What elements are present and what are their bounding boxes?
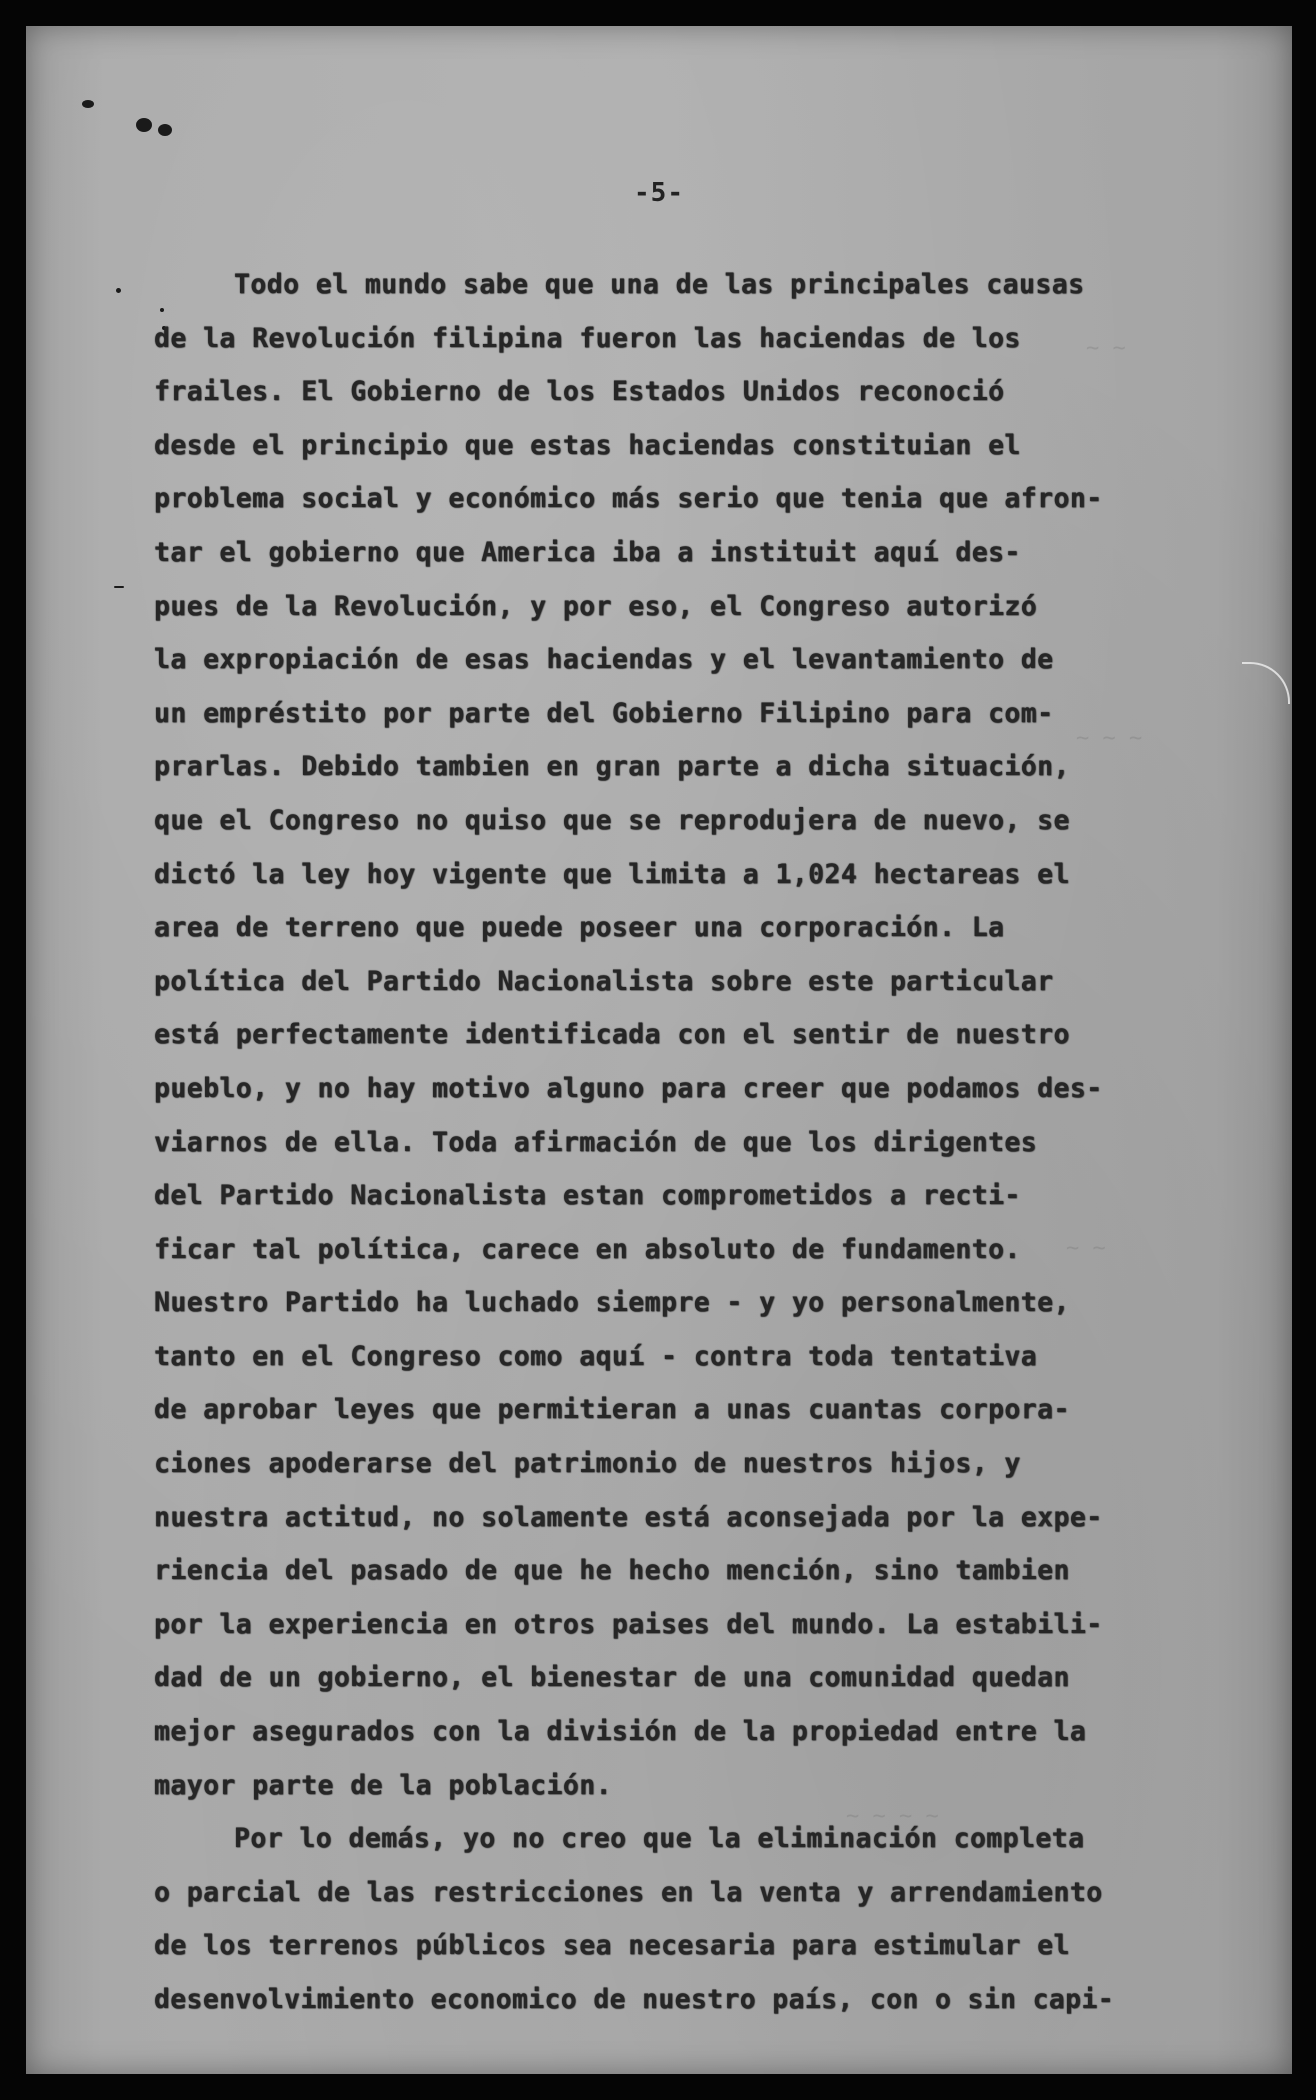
text-line: desenvolvimiento economico de nuestro país, con o sin capi- <box>154 1984 1114 2015</box>
document-page <box>26 26 1292 2074</box>
text-line: Todo el mundo sabe que una de las principales causas <box>234 269 1085 300</box>
ink-speck <box>158 124 172 136</box>
text-line: Por lo demás, yo no creo que la eliminación completa <box>234 1823 1085 1855</box>
text-line: desde el principio que estas haciendas constituian el <box>154 429 1021 461</box>
text-line: mejor asegurados con la división de la propiedad entre la <box>154 1716 1087 1748</box>
text-line: mayor parte de la población. <box>154 1769 612 1801</box>
ink-speck <box>136 118 152 132</box>
text-line: por la experiencia en otros paises del mundo. La estabili- <box>154 1608 1103 1640</box>
text-line: pueblo, y no hay motivo alguno para creer que podamos des- <box>154 1072 1103 1104</box>
text-line: de la Revolución filipina fueron las haciendas de los <box>154 322 1021 354</box>
text-line: del Partido Nacionalista estan comprometidos a recti- <box>154 1180 1021 1212</box>
text-line: o parcial de las restricciones en la venta y arrendamiento <box>154 1876 1103 1908</box>
text-line: riencia del pasado de que he hecho mención, sino tambien <box>154 1555 1070 1587</box>
text-line: tar el gobierno que America iba a instituit aquí des- <box>154 536 1021 568</box>
text-line: Nuestro Partido ha luchado siempre - y yo personalmente, <box>154 1287 1070 1319</box>
bleed-through-mark: ~ ~ <box>1086 336 1126 361</box>
bleed-through-mark: ~ ~ ~ ~ <box>846 1804 939 1829</box>
text-line: la expropiación de esas haciendas y el levantamiento de <box>154 644 1054 676</box>
text-line: que el Congreso no quiso que se reprodujera de nuevo, se <box>154 804 1070 836</box>
page-number: -5- <box>634 178 684 208</box>
text-line: viarnos de ella. Toda afirmación de que los dirigentes <box>154 1126 1038 1158</box>
text-line: está perfectamente identificada con el sentir de nuestro <box>154 1019 1070 1051</box>
ink-speck <box>82 100 94 108</box>
bleed-through-mark: ~ ~ <box>1066 1236 1106 1261</box>
text-line: area de terreno que puede poseer una corporación. La <box>154 912 1005 944</box>
text-line: dad de un gobierno, el bienestar de una comunidad quedan <box>154 1662 1070 1694</box>
text-line: dictó la ley hoy vigente que limita a 1,024 hectareas el <box>154 858 1070 890</box>
text-line: nuestra actitud, no solamente está aconsejada por la expe- <box>154 1501 1103 1533</box>
text-line: frailes. El Gobierno de los Estados Unidos reconoció <box>154 376 1005 408</box>
ink-speck <box>114 586 124 588</box>
paper-curl-mark <box>1242 662 1290 704</box>
text-line: de los terrenos públicos sea necesaria para estimular el <box>154 1930 1070 1962</box>
text-line: un empréstito por parte del Gobierno Filipino para com- <box>154 697 1054 729</box>
text-line: prarlas. Debido tambien en gran parte a dicha situación, <box>154 751 1070 783</box>
text-line: ficar tal política, carece en absoluto de fundamento. <box>154 1233 1021 1265</box>
ink-speck <box>116 288 121 293</box>
bleed-through-mark: ~ ~ ~ <box>1076 726 1143 751</box>
text-line: de aprobar leyes que permitieran a unas cuantas corpora- <box>154 1394 1070 1426</box>
text-line: política del Partido Nacionalista sobre este particular <box>154 965 1054 997</box>
text-line: ciones apoderarse del patrimonio de nuestros hijos, y <box>154 1448 1021 1480</box>
typed-body <box>154 258 1114 2027</box>
text-line: tanto en el Congreso como aquí - contra toda tentativa <box>154 1340 1038 1372</box>
text-line: pues de la Revolución, y por eso, el Congreso autorizó <box>154 590 1038 622</box>
text-line: problema social y económico más serio que tenia que afron- <box>154 483 1103 515</box>
